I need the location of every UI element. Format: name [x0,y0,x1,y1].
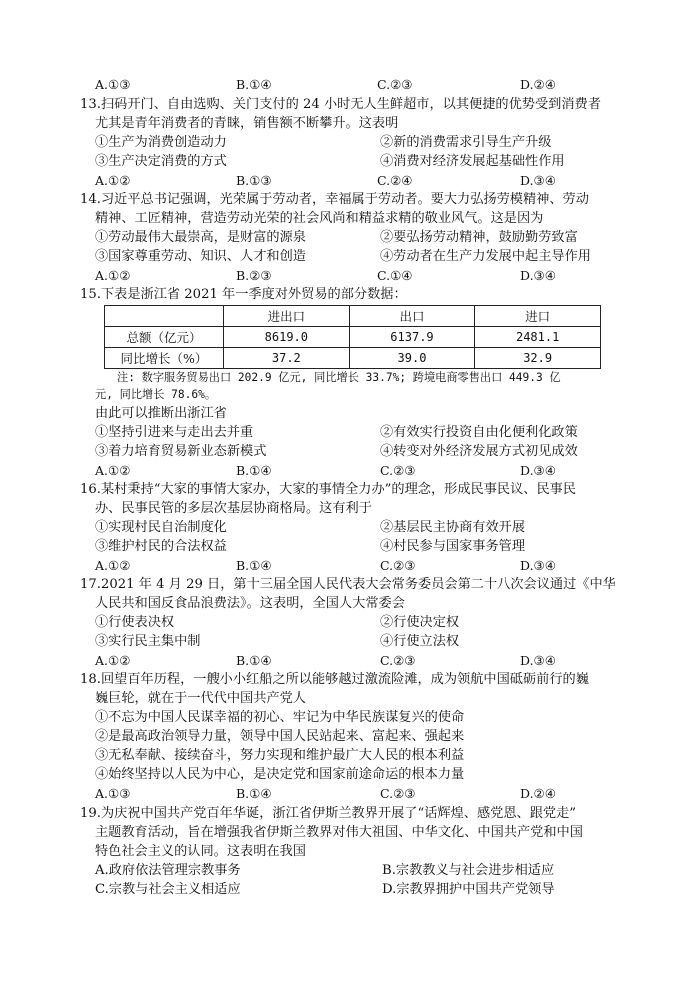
q15-option-b: B.①④ [236,463,272,478]
q14-option-d: D.③④ [520,268,556,283]
q14-stem-line-2: 精神、工匠精神，营造劳动光荣的社会风尚和精益求精的敬业风气。这是因为 [95,211,544,226]
q13-option-a: A.①② [95,173,131,188]
table-header-cell: 进口 [475,306,601,327]
q13-option-b: B.①③ [236,173,272,188]
option-c: C.②③ [377,77,413,92]
q17-item-4: ④行使立法权 [380,634,460,649]
q15-stem-line-1: 15.下表是浙江省 2021 年一季度对外贸易的部分数据： [80,287,407,302]
q15-table-note-line-2: 元, 同比增长 78.6%。 [95,388,217,401]
q16-item-4: ④村民参与国家事务管理 [380,539,526,554]
q18-item-2: ②是最高政治领导力量，领导中国人民站起来、富起来、强起来 [95,729,465,744]
table-cell: 32.9 [475,348,601,369]
q15-option-c: C.②③ [380,463,416,478]
q13-item-1: ①生产为消费创造动力 [95,135,227,150]
q13-stem-line-1: 13.扫码开门、自由选购、关门支付的 24 小时无人生鲜超市，以其便捷的优势受到消费者 [80,97,601,112]
q14-option-a: A.①② [95,268,131,283]
table-header-row [105,306,601,327]
q19-stem-line-3: 特色社会主义的认同。这表明在我国 [95,844,306,859]
q16-item-3: ③维护村民的合法权益 [95,539,227,554]
q18-item-1: ①不忘为中国人民谋幸福的初心、牢记为中华民族谋复兴的使命 [95,710,465,725]
table-row [105,327,601,348]
trade-data-table [104,305,601,369]
q16-option-b: B.①④ [236,558,272,573]
q15-option-d: D.③④ [520,463,556,478]
q16-item-1: ①实现村民自治制度化 [95,520,227,535]
table-header-cell: 出口 [349,306,475,327]
q18-stem-line-1: 18.回望百年历程，一艘小小红船之所以能够越过激流险滩，成为领航中国砥砺前行的巍 [80,672,589,687]
table-cell: 总额（亿元） [105,327,224,348]
table-cell: 2481.1 [475,327,601,348]
q13-option-c: C.②④ [377,173,413,188]
q18-item-3: ③无私奉献、接续奋斗，努力实现和维护最广大人民的根本利益 [95,748,465,763]
q16-option-c: C.②③ [380,558,416,573]
q17-stem-line-1: 17.2021 年 4 月 29 日，第十三届全国人民代表大会常务委员会第二十八次会议通过《中华 [80,577,616,592]
q19-stem-line-2: 主题教育活动，旨在增强我省伊斯兰教界对伟大祖国、中华文化、中国共产党和中国 [95,825,583,840]
option-b: B.①④ [236,77,272,92]
q14-item-1: ①劳动最伟大最崇高，是财富的源泉 [95,230,306,245]
q14-item-2: ②要弘扬劳动精神，鼓励勤劳致富 [380,230,578,245]
table-header-cell: 进出口 [224,306,350,327]
q19-option-d: D.宗教界拥护中国共产党领导 [382,882,555,897]
q13-option-d: D.③④ [520,173,556,188]
q13-item-2: ②新的消费需求引导生产升级 [380,135,552,150]
q16-option-d: D.③④ [520,558,556,573]
q18-item-4: ④始终坚持以人民为中心，是决定党和国家前途命运的根本力量 [95,767,465,782]
table-cell: 37.2 [224,348,350,369]
table-row [105,348,601,369]
q14-stem-line-1: 14.习近平总书记强调，光荣属于劳动者，幸福属于劳动者。要大力弘扬劳模精神、劳动 [80,192,589,207]
table-header-cell [105,306,224,327]
q13-item-3: ③生产决定消费的方式 [95,154,227,169]
q18-option-d: D.②④ [520,786,556,801]
q15-item-1: ①坚持引进来与走出去并重 [95,425,254,440]
q15-option-a: A.①② [95,463,131,478]
q18-option-a: A.①③ [95,786,131,801]
q16-option-a: A.①② [95,558,131,573]
q19-option-c: C.宗教与社会主义相适应 [95,882,241,897]
q13-stem-line-2: 尤其是青年消费者的青睐，销售额不断攀升。这表明 [95,116,399,131]
q15-stem-line-2: 由此可以推断出浙江省 [95,406,227,421]
table-cell: 39.0 [349,348,475,369]
q15-table-note-line-1: 注: 数字服务贸易出口 202.9 亿元, 同比增长 33.7%; 跨境电商零售出口 449.3 亿 [117,371,561,384]
q14-option-c: C.①④ [377,268,413,283]
q17-option-c: C.②③ [380,653,416,668]
q16-stem-line-1: 16.某村秉持“大家的事情大家办，大家的事情全力办”的理念，形成民事民议、民事民 [80,482,577,497]
q18-option-b: B.①④ [236,786,272,801]
q18-option-c: C.②③ [380,786,416,801]
q17-item-2: ②行使决定权 [380,615,460,630]
q16-stem-line-2: 办、民事民管的多层次基层协商格局。这有利于 [95,501,372,516]
option-a: A.①③ [95,77,131,92]
q15-item-4: ④转变对外经济发展方式初见成效 [380,444,578,459]
q18-stem-line-2: 巍巨轮，就在于一代代中国共产党人 [95,691,306,706]
table-cell: 同比增长（%） [105,348,224,369]
q17-option-a: A.①② [95,653,131,668]
q17-stem-line-2: 人民共和国反食品浪费法》。这表明，全国人大常委会 [95,596,405,611]
q17-option-b: B.①④ [236,653,272,668]
q19-option-a: A.政府依法管理宗教事务 [95,863,241,878]
q15-item-2: ②有效实行投资自由化便利化政策 [380,425,578,440]
q17-option-d: D.③④ [520,653,556,668]
q17-item-3: ③实行民主集中制 [95,634,201,649]
q19-option-b: B.宗教教义与社会进步相适应 [382,863,555,878]
option-d: D.②④ [520,77,556,92]
q14-item-3: ③国家尊重劳动、知识、人才和创造 [95,249,306,264]
q17-item-1: ①行使表决权 [95,615,175,630]
q14-item-4: ④劳动者在生产力发展中起主导作用 [380,249,591,264]
q14-option-b: B.②③ [236,268,272,283]
q19-stem-line-1: 19.为庆祝中国共产党百年华诞，浙江省伊斯兰教界开展了“话辉煌、感党恩、跟党走” [80,806,577,821]
table-cell: 8619.0 [224,327,350,348]
q16-item-2: ②基层民主协商有效开展 [380,520,526,535]
q15-item-3: ③着力培育贸易新业态新模式 [95,444,267,459]
q13-item-4: ④消费对经济发展起基础性作用 [380,154,565,169]
table-cell: 6137.9 [349,327,475,348]
